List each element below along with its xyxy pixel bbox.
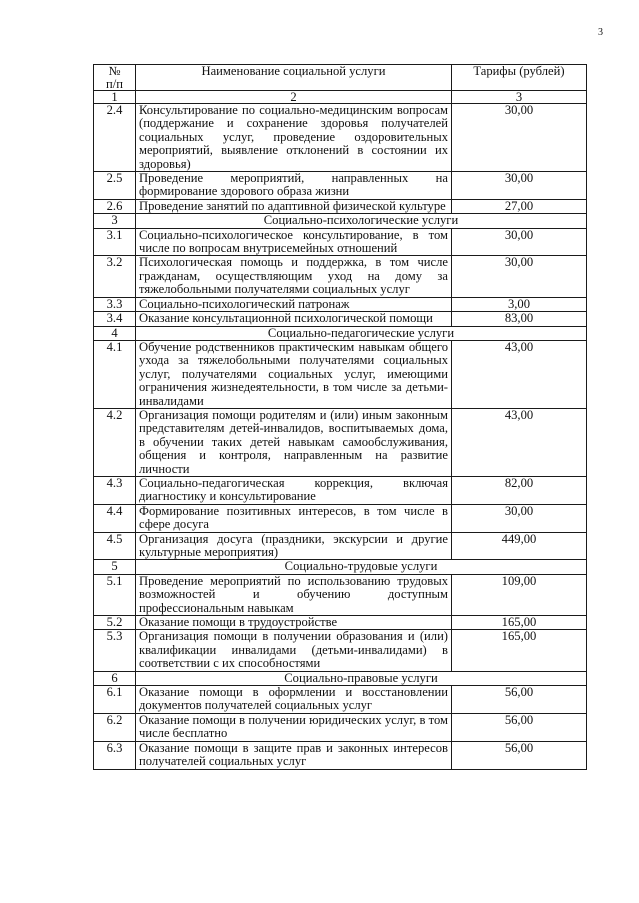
table-row [94, 256, 587, 297]
header-tariff: Тарифы (рублей) [452, 65, 587, 91]
service-number: 6.1 [94, 686, 136, 714]
service-number: 5.3 [94, 630, 136, 671]
section-title: Социально-трудовые услуги [136, 560, 587, 574]
section-row [94, 214, 587, 228]
service-name: Оказание помощи в получении юридических услуг, в том числе бесплатно [136, 713, 452, 741]
service-number: 3.3 [94, 297, 136, 311]
service-number: 6.3 [94, 741, 136, 769]
column-index-row [94, 91, 587, 104]
service-number: 5.2 [94, 616, 136, 630]
service-name: Организация помощи родителям и (или) иным законным представителям детей-инвалидов, воспитываемых дома, в обучении таких детей навыкам самообслуживания, общения и контроля, направленным на развитие личности [136, 408, 452, 476]
table-row [94, 476, 587, 504]
service-name: Оказание помощи в защите прав и законных интересов получателей социальных услуг [136, 741, 452, 769]
service-tariff: 165,00 [452, 616, 587, 630]
service-name: Организация помощи в получении образования и (или) квалификации инвалидами (детьми-инвалидами) в соответствии с их способностями [136, 630, 452, 671]
table-row [94, 574, 587, 615]
service-name: Обучение родственников практическим навыкам общего ухода за тяжелобольными получателями социальных услуг, получателями социальных услуг, имеющими ограничения жизнедеятельности, в том числе за детьми-инвалидами [136, 340, 452, 408]
table-row [94, 104, 587, 172]
tariffs-table [93, 64, 587, 770]
section-number: 3 [94, 214, 136, 228]
service-number: 2.6 [94, 199, 136, 213]
service-name: Социально-психологический патронаж [136, 297, 452, 311]
section-title: Социально-педагогические услуги [136, 326, 587, 340]
service-number: 2.4 [94, 104, 136, 172]
service-tariff: 82,00 [452, 476, 587, 504]
section-row [94, 671, 587, 685]
section-number: 5 [94, 560, 136, 574]
service-number: 4.5 [94, 532, 136, 560]
service-tariff: 30,00 [452, 172, 587, 200]
table-row [94, 340, 587, 408]
service-tariff: 3,00 [452, 297, 587, 311]
table-row [94, 408, 587, 476]
service-name: Проведение мероприятий, направленных на формирование здорового образа жизни [136, 172, 452, 200]
service-name: Оказание помощи в оформлении и восстановлении документов получателей социальных услуг [136, 686, 452, 714]
service-name: Проведение мероприятий по использованию трудовых возможностей и обучению доступным профессиональным навыкам [136, 574, 452, 615]
table-row [94, 297, 587, 311]
table-header [94, 65, 587, 104]
service-tariff: 43,00 [452, 340, 587, 408]
table-row [94, 199, 587, 213]
service-number: 3.4 [94, 312, 136, 326]
table-row [94, 713, 587, 741]
service-tariff: 56,00 [452, 741, 587, 769]
service-tariff: 109,00 [452, 574, 587, 615]
service-tariff: 83,00 [452, 312, 587, 326]
page-number: 3 [598, 27, 603, 38]
service-tariff: 56,00 [452, 713, 587, 741]
service-name: Формирование позитивных интересов, в том числе в сфере досуга [136, 504, 452, 532]
table-row [94, 741, 587, 769]
column-index-2: 2 [136, 91, 452, 104]
table-row [94, 504, 587, 532]
service-name: Организация досуга (праздники, экскурсии и другие культурные мероприятия) [136, 532, 452, 560]
table-row [94, 532, 587, 560]
table-row [94, 616, 587, 630]
service-name: Консультирование по социально-медицинским вопросам (поддержание и сохранение здоровья получателей социальных услуг, проведение оздоровительных мероприятий, выявление отклонений в состоянии их здоровья) [136, 104, 452, 172]
table-row [94, 630, 587, 671]
service-tariff: 27,00 [452, 199, 587, 213]
service-number: 3.2 [94, 256, 136, 297]
service-tariff: 165,00 [452, 630, 587, 671]
section-row [94, 560, 587, 574]
table-row [94, 172, 587, 200]
table-row [94, 228, 587, 256]
service-name: Социально-педагогическая коррекция, включая диагностику и консультирование [136, 476, 452, 504]
section-number: 4 [94, 326, 136, 340]
section-title: Социально-психологические услуги [136, 214, 587, 228]
service-name: Оказание консультационной психологической помощи [136, 312, 452, 326]
service-name: Проведение занятий по адаптивной физической культуре [136, 199, 452, 213]
service-number: 6.2 [94, 713, 136, 741]
service-number: 4.4 [94, 504, 136, 532]
header-row [94, 65, 587, 91]
section-title: Социально-правовые услуги [136, 671, 587, 685]
service-number: 5.1 [94, 574, 136, 615]
column-index-1: 1 [94, 91, 136, 104]
service-number: 4.1 [94, 340, 136, 408]
service-tariff: 30,00 [452, 104, 587, 172]
header-number-abbr: п/п [106, 76, 123, 91]
table-row [94, 312, 587, 326]
table-row [94, 686, 587, 714]
service-tariff: 449,00 [452, 532, 587, 560]
service-tariff: 43,00 [452, 408, 587, 476]
section-number: 6 [94, 671, 136, 685]
header-number [94, 65, 136, 91]
service-tariff: 30,00 [452, 504, 587, 532]
service-tariff: 30,00 [452, 228, 587, 256]
service-number: 4.3 [94, 476, 136, 504]
service-name: Оказание помощи в трудоустройстве [136, 616, 452, 630]
header-number-symbol: № [108, 64, 121, 78]
column-index-3: 3 [452, 91, 587, 104]
section-row [94, 326, 587, 340]
service-tariff: 56,00 [452, 686, 587, 714]
header-service-name: Наименование социальной услуги [136, 65, 452, 91]
service-number: 3.1 [94, 228, 136, 256]
service-name: Социально-психологическое консультирование, в том числе по вопросам внутрисемейных отношений [136, 228, 452, 256]
service-number: 2.5 [94, 172, 136, 200]
service-number: 4.2 [94, 408, 136, 476]
service-tariff: 30,00 [452, 256, 587, 297]
table-body [94, 104, 587, 770]
service-name: Психологическая помощь и поддержка, в том числе гражданам, осуществляющим уход на дому за тяжелобольными получателями социальных услуг [136, 256, 452, 297]
